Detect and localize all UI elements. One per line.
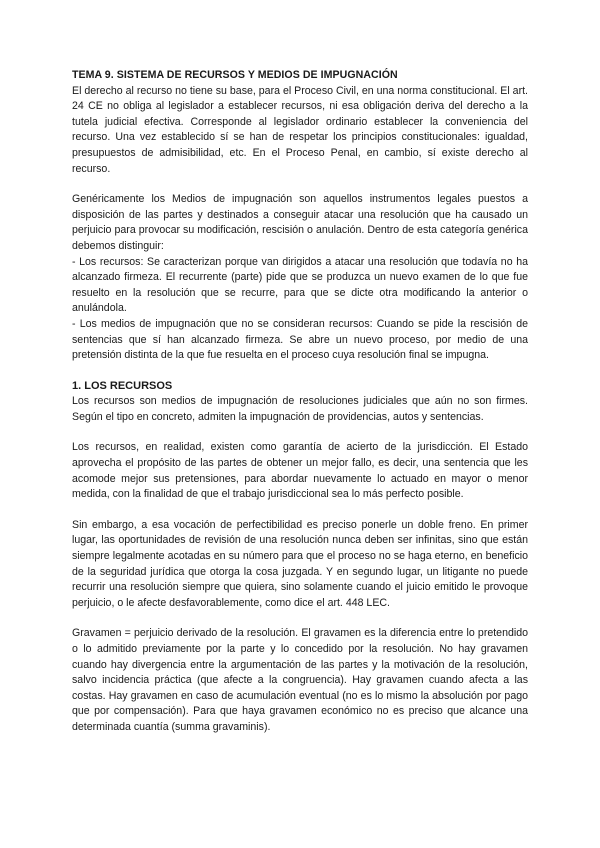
intro-paragraph-2: Genéricamente los Medios de impugnación son aquellos instrumentos legales puestos a disposición de las partes y destinados a conseguir atacar una resolución que ha causado un perjuicio para provocar su modificación, rescisión o anulación. Dentro de esta categoría genérica debemos distinguir: — [72, 193, 528, 252]
section-heading-recursos: 1. LOS RECURSOS — [72, 379, 173, 392]
section-paragraph-2: Los recursos, en realidad, existen como garantía de acierto de la jurisdicción. El Estado aprovecha el propósito de las partes de obtener un mejor fallo, es decir, una sentencia que les acomode mejor sus pretensiones, para abordar nuevamente lo actuado en mayor o menor medida, con la finalidad de que el trabajo jurisdiccional sea lo más perfecto posible. — [72, 441, 528, 501]
document-title: TEMA 9. SISTEMA DE RECURSOS Y MEDIOS DE IMPUGNACIÓN — [72, 69, 398, 81]
intro-paragraph-recursos: - Los recursos: Se caracterizan porque van dirigidos a atacar una resolución que todavía no ha alcanzado firmeza. El recurrente (parte) pide que se produzca un nuevo examen de lo que fue resuelto en la resolución que se recurre, para que se dicte otra modificando la anterior o anulándola. — [72, 255, 528, 315]
section-paragraph-4: Gravamen = perjuicio derivado de la resolución. El gravamen es la diferencia entre lo pretendido o lo admitido previamente por la parte y lo concedido por la resolución. No hay gravamen cuando hay divergencia entre la argumentación de las partes y la motivación de la resolución, salvo incidencia práctica (que afecte a la congruencia). Hay gravamen cuando afecta a las costas. Hay gravamen en caso de acumulación eventual (no es lo mismo la absolución por pago que por compensación). Para que haya gravamen económico no es preciso que alcance una determinada cuantía (summa gravaminis). — [72, 627, 528, 733]
intro-paragraph-medios: - Los medios de impugnación que no se consideran recursos: Cuando se pide la rescisión de sentencias que sí han alcanzado firmeza. Se abre un nuevo proceso, por medio de una pretensión distinta de la que fue resuelta en el proceso cuya resolución final se impugna. — [72, 317, 528, 362]
document-page — [72, 68, 528, 736]
intro-paragraph-1: El derecho al recurso no tiene su base, para el Proceso Civil, en una norma constitucional. El art. 24 CE no obliga al legislador a establecer recursos, ni esa obligación deriva del derecho a la tutela judicial efectiva. Corresponde al legislador ordinario establecer la conveniencia del recurso. Una vez establecido sí se han de respetar los principios constitucionales: igualdad, presupuestos de admisibilidad, etc. En el Proceso Penal, en cambio, sí existe derecho al recurso. — [72, 84, 528, 175]
section-paragraph-3: Sin embargo, a esa vocación de perfectibilidad es preciso ponerle un doble freno. En primer lugar, las oportunidades de revisión de una resolución nunca deben ser infinitas, sino que están siempre legalmente acotadas en su número para que el proceso no se haga eterno, en beneficio de la seguridad jurídica que otorga la cosa juzgada. Y en segundo lugar, un litigante no puede recurrir una resolución siempre que quiera, sino solamente cuando el juicio emitido le provoque perjuicio, o le afecte desfavorablemente, como dice el art. 448 LEC. — [72, 518, 528, 609]
section-paragraph-1: Los recursos son medios de impugnación de resoluciones judiciales que aún no son firmes. Según el tipo en concreto, admiten la impugnación de providencias, autos y sentencias. — [72, 395, 528, 423]
